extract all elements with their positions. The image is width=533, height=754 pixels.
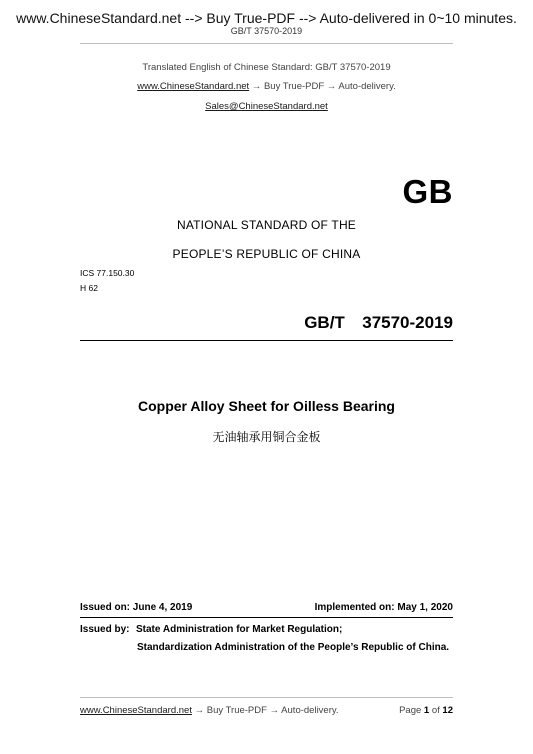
page-indicator	[399, 705, 453, 716]
translation-note: Translated English of Chinese Standard: GB/T 37570-2019	[142, 62, 391, 73]
standard-number: GB/T 37570-2019	[304, 313, 453, 332]
footer-buy-line	[80, 705, 339, 716]
footer-divider	[80, 697, 453, 698]
email-link[interactable]: Sales@ChineseStandard.net	[205, 101, 328, 112]
page-of: of	[431, 705, 440, 716]
issuer-samr: State Administration for Market Regulation;	[136, 624, 343, 635]
header-divider	[80, 43, 453, 44]
implemented-on	[315, 602, 453, 613]
email-line	[0, 101, 533, 112]
issued-by-label: Issued by:	[80, 624, 130, 635]
buy-line-rest: → Buy True-PDF → Auto-delivery.	[251, 81, 396, 92]
dates-divider	[80, 617, 453, 618]
header-doc-code: GB/T 37570-2019	[230, 26, 303, 36]
title-english: Copper Alloy Sheet for Oilless Bearing	[138, 398, 395, 414]
page-total: 12	[442, 705, 453, 716]
implemented-on-value: May 1, 2020	[397, 602, 453, 613]
national-standard-line1: NATIONAL STANDARD OF THE	[176, 218, 357, 232]
title-divider	[80, 340, 453, 341]
footer-site-link[interactable]: www.ChineseStandard.net	[80, 705, 192, 716]
issued-on	[80, 602, 192, 613]
ics-code: ICS 77.150.30	[80, 268, 135, 278]
footer-buy-rest: → Buy True-PDF → Auto-delivery.	[194, 705, 339, 716]
h-code: H 62	[80, 283, 98, 293]
title-chinese: 无油轴承用铜合金板	[212, 430, 321, 444]
issuer-sac: Standardization Administration of the People’s Republic of China.	[137, 642, 450, 653]
national-standard-line2: PEOPLE’S REPUBLIC OF CHINA	[172, 247, 361, 261]
page-current: 1	[423, 705, 430, 716]
site-link[interactable]: www.ChineseStandard.net	[137, 81, 250, 92]
issued-on-label: Issued on:	[80, 602, 131, 613]
page-label: Page	[399, 705, 422, 716]
implemented-on-label: Implemented on:	[314, 602, 395, 613]
issued-on-value: June 4, 2019	[132, 602, 193, 613]
gb-logo: GB	[402, 173, 453, 210]
top-banner: www.ChineseStandard.net --> Buy True-PDF --> Auto-delivered in 0~10 minutes.	[16, 10, 517, 26]
buy-line	[0, 81, 533, 92]
